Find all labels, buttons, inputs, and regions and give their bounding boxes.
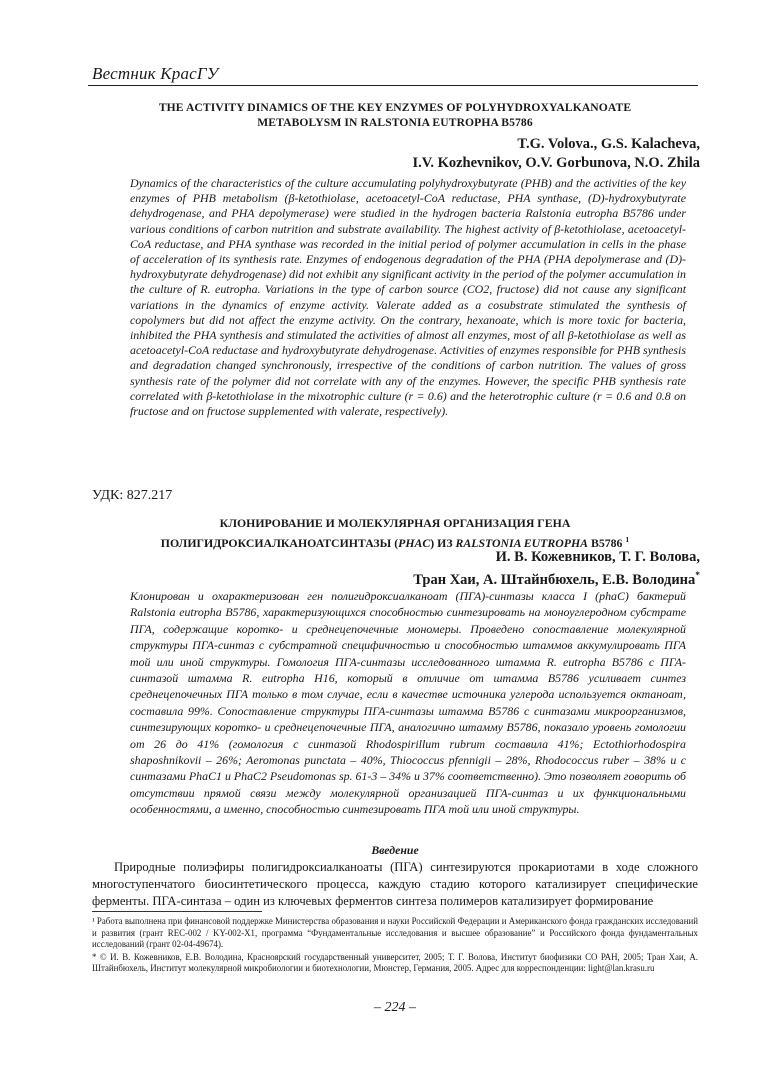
russian-authors: [413, 548, 700, 590]
russian-title-organism: RALSTONIA EUTROPHA: [455, 535, 589, 550]
english-abstract: Dynamics of the characteristics of the culture accumulating polyhydroxybutyrate (PHB) and the activities of the key enzymes of PHB metabolism (β-ketothiolase, acetoacetyl-CoA reductase, PHA synthase, (D)-hydroxybutyrate dehydrogenase, and PHA depolymerase) were studied in the hydrogen bacteria Ralstonia eutropha B5786 under various conditions of carbon nutrition and substrate availability. The highest activity of β-ketothiolase, acetoacetyl-CoA reductase, and PHA synthase was recorded in the initial period of polymer accumulation in cells in the phase of acceleration of its synthesis rate. Enzymes of endogenous degradation of the PHA (PHA depolymerase and (D)-hydroxybutyrate dehydrogenase) did not exhibit any significant activity in the period of the polymer accumulation in the culture of R. eutropha. Variations in the type of carbon source (CO2, fructose) did not cause any significant variations in the dynamics of enzyme activity. Valerate added as a cosubstrate stimulated the synthesis of copolymers but did not affect the enzyme activity. On the contrary, hexanoate, which is more toxic for bacteria, inhibited the PHA synthesis and stimulated the activities of almost all enzymes, most of all β-ketothiolase as well as acetoacetyl-CoA reductase and hydroxybutyrate dehydrogenase. Activities of enzymes responsible for PHB synthesis and degradation changed synchronously, irrespective of the conditions of carbon nutrition. The values of gross synthesis rate of the polymer did not correlate with any of the enzymes. However, the specific PHB synthesis rate correlated with β-ketothiolase in the mixotrophic culture (r = 0.6) and the heterotrophic culture (r = 0.6 and 0.8 on fructose and on fructose supplemented with valerate, respectively).: [130, 176, 686, 419]
english-title: [92, 100, 698, 130]
russian-title-gene: PHAC: [398, 535, 431, 550]
intro-text: Природные полиэфиры полигидроксиалканоаты (ПГА) синтезируются прокариотами в ходе сложного многоступенчатого биосинтетического процесса, каждую стадию которого катализирует специфические ферменты. ПГА-синтаза – один из ключевых ферментов синтеза полимеров катализирует формирование: [92, 860, 698, 908]
english-authors-line2: I.V. Kozhevnikov, O.V. Gorbunova, N.O. Zhila: [412, 155, 700, 171]
english-authors: [412, 135, 700, 173]
title-footnote-mark: 1: [625, 534, 630, 544]
russian-title: [92, 516, 698, 551]
header-divider: [88, 85, 698, 86]
authors-footnote-mark: *: [695, 571, 700, 581]
udk-code: УДК: 827.217: [92, 488, 173, 503]
russian-title-part-a: ПОЛИГИДРОКСИАЛКАНОАТСИНТАЗЫ (: [160, 535, 399, 550]
journal-name: Вестник КрасГУ: [92, 64, 219, 83]
english-title-line1: THE ACTIVITY DINAMICS OF THE KEY ENZYMES OF POLYHYDROXYALKANOATE: [158, 101, 632, 114]
russian-title-part-c: ) ИЗ: [430, 535, 456, 550]
russian-authors-line2-text: Тран Хаи, А. Штайнбюхель, Е.В. Володина: [413, 571, 696, 588]
english-authors-line1: T.G. Volova., G.S. Kalacheva,: [517, 136, 700, 152]
russian-authors-line1: И. В. Кожевников, Т. Г. Волова,: [495, 549, 700, 565]
footnote-2: * © И. В. Кожевников, Е.В. Володина, Красноярский государственный университет, 2005; Т. Г. Волова, Институт биофизики СО РАН, 2005; Тран Хаи, А. Штайнбюхель, Институт молекулярной микробиологии и биотехнологии, Мюнстер, Германия, 2005. Адрес для корреспонденции: light@lan.krasu.ru: [92, 951, 698, 973]
footnote-divider: [92, 911, 262, 912]
page-number: – 224 –: [374, 1000, 416, 1015]
english-title-line2: METABOLYSM IN RALSTONIA EUTROPHA B5786: [257, 116, 533, 129]
russian-title-line1: КЛОНИРОВАНИЕ И МОЛЕКУЛЯРНАЯ ОРГАНИЗАЦИЯ ГЕНА: [219, 516, 571, 530]
russian-authors-line2: [413, 567, 700, 590]
russian-title-strain: B5786: [588, 535, 623, 550]
intro-heading: Введение: [371, 843, 419, 857]
footnotes: [92, 916, 698, 976]
russian-abstract: Клонирован и охарактеризован ген полигидроксиалканоат (ПГА)-синтазы класса I (phaC) бактерий Ralstonia eutropha B5786, характеризующихся способностью синтезировать на моноуглеродном субстрате ПГА, содержащие коротко- и среднецепочечные мономеры. Проведено сопоставление молекулярной структуры ПГА-синтаз с субстратной специфичностью и способностью штаммов аккумулировать ПГА той или иной структуры. Гомология ПГА-синтазы исследованного штамма R. eutropha B5786 с ПГА-синтазой штамма R. eutropha H16, который в отличие от штамма B5786 усиливает синтез среднецепочечных ПГА только в том случае, если в качестве источника углерода используется октаноат, составила 99%. Сопоставление структуры ПГА-синтазы штамма B5786 с синтазами микроорганизмов, синтезирующих коротко- и среднецепочечные ПГА, аналогично штамму B5786, показало уровень гомологии от 26 до 41% (гомология с синтазой Rhodospirillum rubrum составила 41%; Ectothiorhodospira shaposhnikovii – 26%; Aeromonas punctata – 40%, Thiococcus pfennigii – 28%, Rhodococcus ruber – 38% и с синтазами PhaC1 и PhaC2 Pseudomonas sp. 61-3 – 34% и 37% соответственно). Это позволяет говорить об отсутствии прямой связи между молекулярной организацией ПГА-синтаз и их функциональными особенностями, а именно, способностью синтезировать ПГА той или иной структуры.: [130, 589, 686, 817]
footnote-1: ¹ Работа выполнена при финансовой поддержке Министерства образования и науки Российской Федерации и Американского фонда гражданских исследований и развития (грант REC-002 / KY-002-X1, программа “Фундаментальные исследования и высшее образование” и Российского фонда фундаментальных исследований (грант 02-04-49674).: [92, 916, 698, 949]
